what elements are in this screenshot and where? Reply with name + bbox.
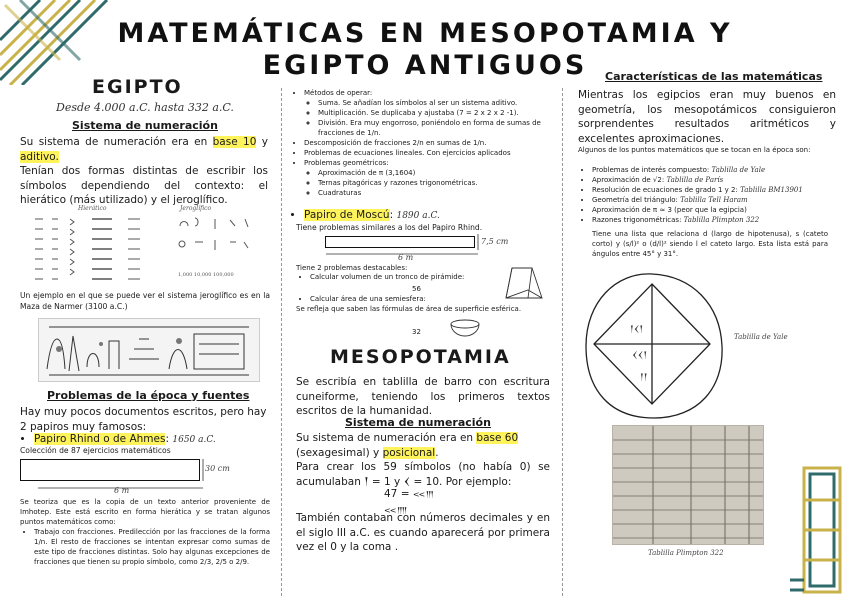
rhind-width-label: 6 m — [114, 486, 130, 495]
plimpton-desc: Tiene una lista que relaciona d (largo de hipotenusa), s (cateto corto) y (s/l)² o (d/l)² siendo l el cateto largo. Esta lista está para ángulos entre 45° y 31°. — [592, 230, 828, 258]
meso-crear-text: Para crear los 59 símbolos (no había 0) se acumulaban 𒁹 = 1 y 𒌋 = 10. Por ejemplo: — [296, 461, 550, 488]
div-item: ◦ División. Era muy engorroso, poniéndolo en forma de sumas de fracciones de 1/n. — [318, 118, 554, 138]
meso-intro: Se escribía en tablilla de barro con escritura cuneiforme, teniendo los primeros textos escritos de la humanidad. — [296, 376, 550, 417]
table-head-hieratic: Hierático — [78, 205, 107, 212]
caracteristicas-heading: Características de las matemáticas — [605, 70, 823, 83]
algunos-text: Algunos de los puntos matemáticos que se tocan en la época son: — [578, 146, 811, 154]
rhind-date: 1650 a.C. — [172, 435, 216, 445]
punto-item-raiz: • Aproximación de √2: Tablilla de París — [592, 175, 840, 185]
moscu-height-label: 7,5 cm — [481, 237, 509, 246]
esfera-value: 32 — [412, 328, 421, 336]
egipto-heading: EGIPTO — [92, 76, 183, 98]
svg-text:𒁹𒁹: 𒁹𒁹 — [640, 373, 648, 383]
meso-sistema-text: Su sistema de numeración era en base 60 (sexagesimal) y posicional. — [296, 432, 519, 459]
meso-final-text: También contaban con números decimales y en el siglo III a.C. es cuando aparecerá por primera vez el 0 y la coma . — [296, 512, 550, 553]
egipto-sistema-text: Su sistema de numeración era en base 10 y aditivo. Tenían dos formas distintas de escribir los símbolos dependiendo del contexto: el hierático (más utilizado) y el jeroglífico. — [20, 136, 268, 206]
plimpton-tablet-image — [612, 425, 764, 545]
yale-tablet-image — [582, 270, 727, 420]
table-head-hieroglyphic: Jeroglífico — [180, 205, 212, 212]
geometricos-item: Problemas geométricos: — [304, 159, 389, 167]
destacables-text: Tiene 2 problemas destacables: — [296, 264, 408, 272]
ecuaciones-item: • Problemas de ecuaciones lineales. Con ejercicios aplicados — [304, 148, 554, 158]
suma-item: ◦ Suma. Se añadían los símbolos al ser un sistema aditivo. — [318, 98, 554, 108]
moscu-item: • Papiro de Moscú: 1890 a.C. — [290, 208, 554, 224]
puntos-list — [578, 165, 840, 225]
meso-sistema-heading: Sistema de numeración — [345, 416, 491, 429]
pi-item: ◦ Aproximación de π (3,1604) — [318, 168, 554, 178]
punto-item-ecuaciones: • Resolución de ecuaciones de grado 1 y 2: Tablilla BM13901 — [592, 185, 840, 195]
numeral-table-image — [30, 205, 270, 285]
rhind-label: Papiro Rhind o de Ahmes — [34, 433, 166, 445]
meso-ejemplo: 47 = << 𒁹𒁹𒁹 << 𒁹𒁹𒁹𒁹 — [384, 488, 433, 515]
egipto-sistema-heading: Sistema de numeración — [72, 119, 218, 132]
narmer-mace-image — [38, 318, 260, 382]
column-divider-right — [562, 88, 563, 596]
ternas-item: ◦ Ternas pitagóricas y razones trigonométricas. — [318, 178, 554, 188]
frustum-figure — [498, 262, 548, 308]
svg-text:𒁹𒌋𒁹: 𒁹𒌋𒁹 — [630, 325, 644, 335]
egipto-problemas-heading: Problemas de la época y fuentes — [47, 389, 250, 402]
metodos-item: Métodos de operar: — [304, 89, 373, 97]
svg-text:𒌋𒌋𒁹: 𒌋𒌋𒁹 — [632, 351, 648, 361]
punto-item-trigo: • Razones trigonométricas: Tablilla Plimpton 322 — [592, 215, 840, 225]
punto-item-pi: • Aproximación de π ≈ 3 (peor que la egipcia) — [592, 205, 840, 215]
refleja-text: Se refleja que saben las fórmulas de área de superficie esférica. — [296, 305, 522, 313]
piramide-value: 56 — [412, 285, 421, 293]
caracteristicas-intro: Mientras los egipcios eran muy buenos en geometría, los mesopotámicos consiguieron sorprendentes resultados aritméticos y excelentes aproximaciones. — [578, 89, 836, 145]
moscu-label: Papiro de Moscú — [304, 209, 390, 221]
corner-ornament-bottom-right — [790, 460, 848, 600]
piramide-item: • Calcular volumen de un tronco de pirámide: — [296, 272, 496, 282]
moscu-desc: Tiene problemas similares a los del Papiro Rhind. — [296, 223, 483, 232]
semiesfera-item: • Calcular área de una semiesfera: — [296, 294, 496, 304]
egipto-dates: Desde 4.000 a.C. hasta 332 a.C. — [56, 101, 234, 114]
moscu-width-label: 6 m — [398, 253, 414, 262]
punto-item-interes: • Problemas de interés compuesto: Tablilla de Yale — [592, 165, 840, 175]
corner-ornament-top-left — [0, 0, 120, 85]
metodos-list — [290, 88, 554, 198]
punto-item-triangulo: • Geometría del triángulo: Tablilla Tell Haram — [592, 195, 840, 205]
page-title: MATEMÁTICAS EN MESOPOTAMIA Y EGIPTO ANTIGUOS — [117, 18, 733, 81]
column-divider-left — [281, 88, 282, 596]
moscu-date: 1890 a.C. — [396, 211, 440, 221]
rhind-height-label: 30 cm — [205, 464, 230, 473]
plimpton-caption: Tablilla Plimpton 322 — [648, 549, 724, 557]
yale-caption: Tablilla de Yale — [734, 333, 788, 341]
teoriza-text: Se teoriza que es la copia de un texto anterior proveniente de Imhotep. Este está escrito en forma hierática y se tratan algunos puntos matemáticos como: — [20, 498, 270, 526]
mult-item: ◦ Multiplicación. Se duplicaba y ajustaba (7 = 2 x 2 x 2 -1). — [318, 108, 554, 118]
fracciones-item: • Trabajo con fracciones. Predilección por las fracciones de la forma 1/n. El resto de fracciones se intentan expresar como sumas de este tipo de fracciones distintas. Solo hay algunas excepciones de fracciones que tienen su propio símbolo, como 2/3, 2/5 o 2/9. — [20, 527, 270, 567]
descomp-item: • Descomposición de fracciones 2/n en sumas de 1/n. — [304, 138, 554, 148]
rhind-item: • Papiro Rhind o de Ahmes: 1650 a.C. — [20, 432, 270, 448]
narmer-text: Un ejemplo en el que se puede ver el sistema jeroglífico es en la Maza de Narmer (3100 a.C.) — [20, 291, 270, 311]
egipto-problemas-text: Hay muy pocos documentos escritos, pero hay 2 papiros muy famosos: — [20, 406, 267, 433]
rhind-desc: Colección de 87 ejercicios matemáticos — [20, 446, 171, 455]
cuadraturas-item: ◦ Cuadraturas — [318, 188, 554, 198]
mesopotamia-heading: MESOPOTAMIA — [330, 346, 511, 368]
cuneiform-47: << 𒁹𒁹𒁹 << 𒁹𒁹𒁹𒁹 — [384, 490, 433, 515]
svg-text:1,000 10,000 100,000: 1,000 10,000 100,000 — [178, 272, 234, 278]
hemisphere-figure — [448, 316, 482, 338]
